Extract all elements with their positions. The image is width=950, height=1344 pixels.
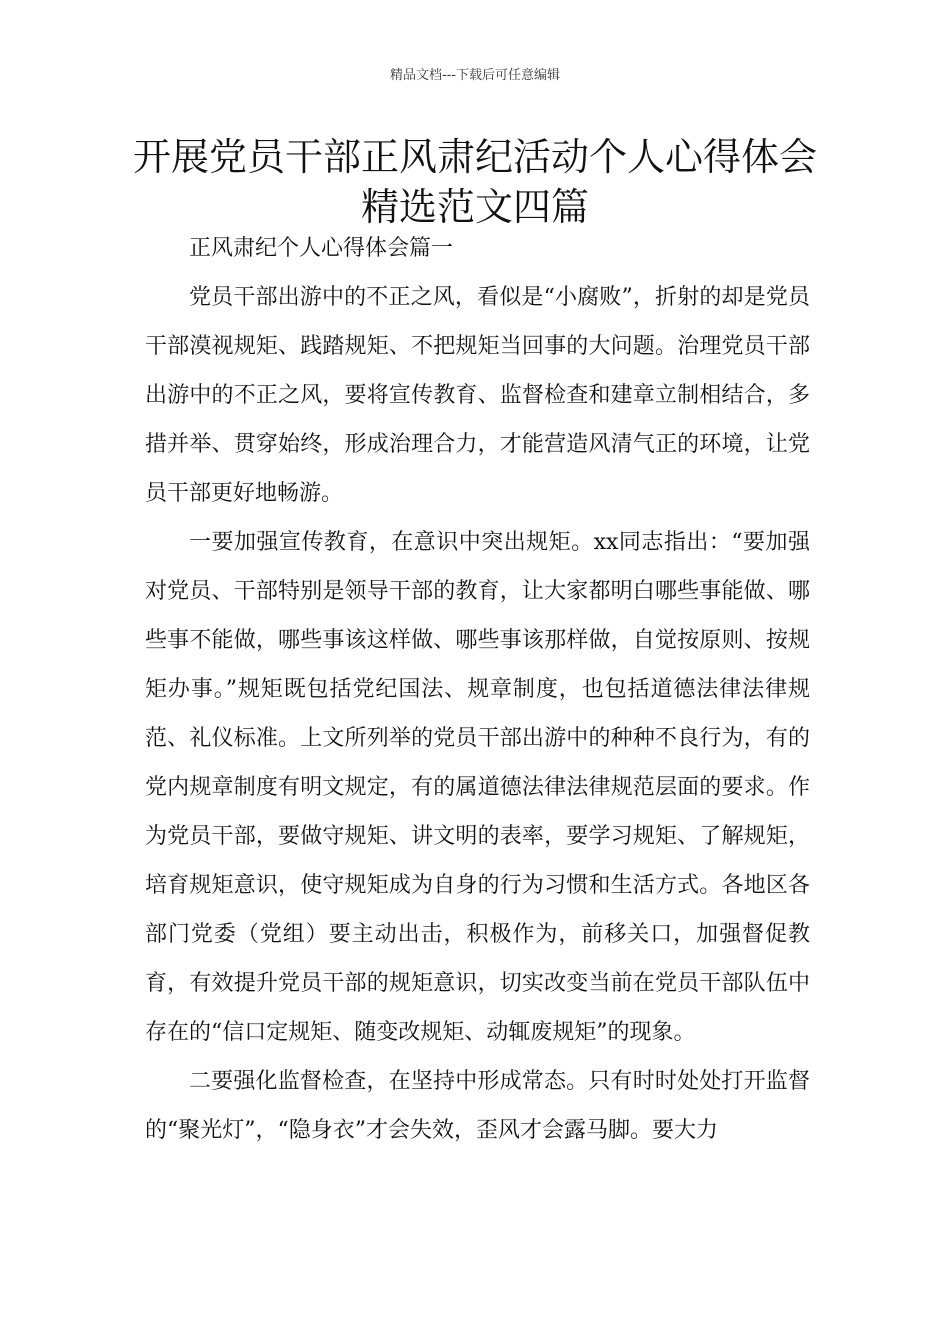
paragraph: 二要强化监督检查，在坚持中形成常态。只有时时处处打开监督的“聚光灯”，“隐身衣”才会失效，歪风才会露马脚。要大力 xyxy=(145,1069,810,1143)
paragraph: 一要加强宣传教育，在意识中突出规矩。xx同志指出：“要加强对党员、干部特别是领导干部的教育，让大家都明白哪些事能做、哪些事不能做，哪些事该这样做、哪些事该那样做，自觉按原则、按规矩办事。”规矩既包括党纪国法、规章制度，也包括道德法律法律规范、礼仪标准。上文所列举的党员干部出游中的种种不良行为，有的党内规章制度有明文规定，有的属道德法律法律规范层面的要求。作为党员干部，要做守规矩、讲文明的表率，要学习规矩、了解规矩，培育规矩意识，使守规矩成为自身的行为习惯和生活方式。各地区各部门党委（党组）要主动出击，积极作为，前移关口，加强督促教育，有效提升党员干部的规矩意识，切实改变当前在党员干部队伍中存在的“信口定规矩、随变改规矩、动辄废规矩”的现象。 xyxy=(145,530,810,1045)
paragraph: 党员干部出游中的不正之风，看似是“小腐败”，折射的却是党员干部漠视规矩、践踏规矩、不把规矩当回事的大问题。治理党员干部出游中的不正之风，要将宣传教育、监督检查和建章立制相结合，多措并举、贯穿始终，形成治理合力，才能营造风清气正的环境，让党员干部更好地畅游。 xyxy=(145,285,810,506)
document-body xyxy=(145,224,810,1155)
section-heading: 正风肃纪个人心得体会篇一 xyxy=(189,236,454,261)
page-title: 开展党员干部正风肃纪活动个人心得体会精选范文四篇 xyxy=(132,135,817,229)
header-note: 精品文档---下载后可任意编辑 xyxy=(389,68,561,83)
